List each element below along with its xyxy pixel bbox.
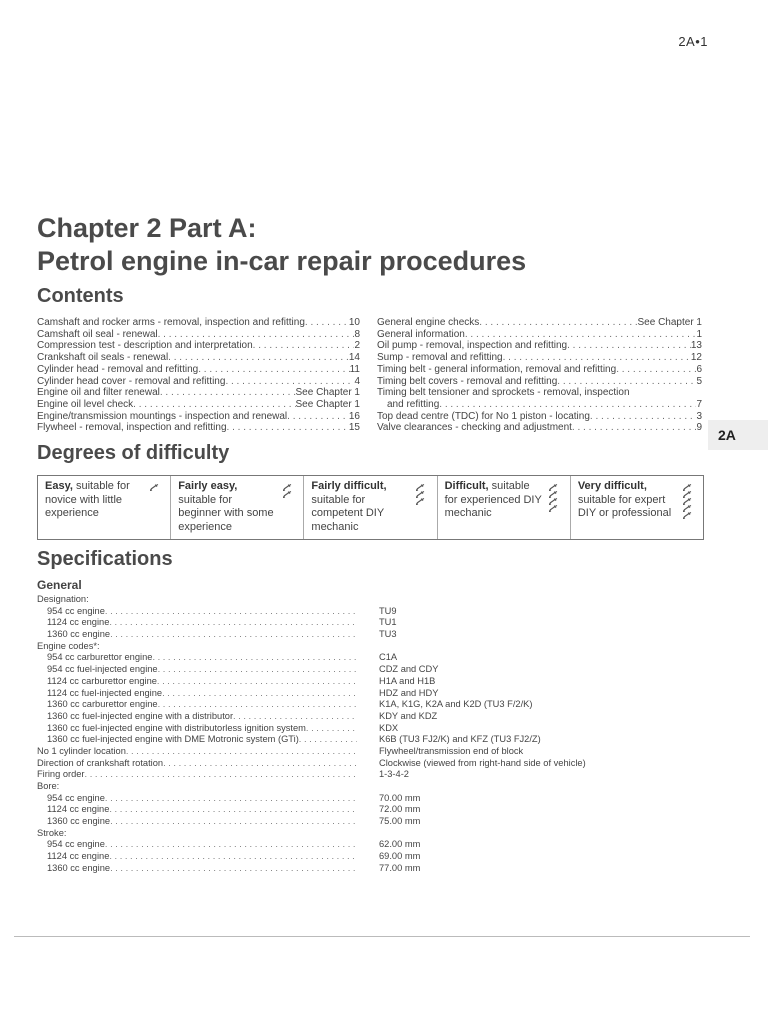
dot-leader <box>503 352 691 364</box>
contents-entry <box>377 376 702 388</box>
dot-leader <box>225 376 354 388</box>
difficulty-level <box>171 476 304 539</box>
contents-entry-page: 13 <box>690 340 702 352</box>
contents-entry-title: Flywheel - removal, inspection and refitting <box>37 422 227 434</box>
contents-entry <box>37 411 360 423</box>
difficulty-description <box>178 480 275 539</box>
contents-entry-title: Valve clearances - checking and adjustment <box>377 422 572 434</box>
contents-entry <box>37 340 360 352</box>
difficulty-detail: suitable for expert DIY or professional <box>577 493 672 519</box>
contents-entry-page: 9 <box>696 422 702 434</box>
spec-label-cell <box>37 758 357 770</box>
spec-label-cell <box>37 734 357 746</box>
contents-entry <box>377 399 702 411</box>
spec-value: TU1 <box>379 617 397 628</box>
difficulty-level <box>38 476 171 539</box>
specifications-heading: Specifications <box>37 548 173 570</box>
spec-label-cell <box>37 804 357 816</box>
chapter-title-line1: Chapter 2 Part A: <box>37 213 257 243</box>
page-number: 2A•1 <box>678 34 708 49</box>
contents-entry <box>377 411 702 423</box>
spec-label-cell <box>37 863 357 875</box>
dot-leader <box>158 329 355 341</box>
difficulty-level <box>571 476 703 539</box>
contents-entry-title: Engine oil and filter renewal <box>37 387 160 399</box>
spec-row <box>37 863 717 875</box>
spec-value: 62.00 mm <box>379 839 421 850</box>
difficulty-heading: Degrees of difficulty <box>37 442 230 464</box>
spec-label-cell <box>37 629 357 641</box>
spec-row <box>37 629 717 641</box>
dot-leader <box>105 793 357 805</box>
spec-label-cell <box>37 699 357 711</box>
spec-label: 954 cc engine <box>47 839 105 850</box>
spec-label-cell <box>37 594 357 606</box>
spec-label: Designation: <box>37 594 89 604</box>
spec-value: 77.00 mm <box>379 862 421 873</box>
contents-entry-page: See Chapter 1 <box>295 398 360 410</box>
difficulty-name: Difficult, <box>444 480 489 492</box>
spec-label: 1360 cc engine <box>47 862 111 873</box>
spanner-rating-icon <box>409 480 433 539</box>
spec-value: 70.00 mm <box>379 792 421 803</box>
dot-leader <box>168 352 349 364</box>
spec-value: TU9 <box>379 605 397 616</box>
spec-label: 954 cc engine <box>47 792 105 803</box>
contents-entry-title: Timing belt - general information, removal and refitting <box>377 363 617 375</box>
spec-row <box>37 606 717 618</box>
difficulty-scale <box>37 475 704 540</box>
spec-value: KDX <box>379 722 399 733</box>
spec-label-cell <box>37 851 357 863</box>
spec-label: Direction of crankshaft rotation <box>37 757 164 768</box>
spec-label: 1360 cc carburettor engine <box>47 699 158 710</box>
contents-entry <box>37 329 360 341</box>
dot-leader <box>299 734 357 746</box>
spec-label: 1360 cc fuel-injected engine with DME Motronic system (GTi) <box>47 734 299 745</box>
contents-heading: Contents <box>37 285 124 307</box>
spec-label-cell <box>37 617 357 629</box>
contents-entry-page: See Chapter 1 <box>295 387 360 399</box>
contents-entry-title: General information <box>377 328 465 340</box>
difficulty-detail: suitable for beginner with some experience <box>178 493 274 533</box>
spec-label: 954 cc carburettor engine <box>47 652 153 663</box>
spec-label-cell <box>37 676 357 688</box>
spec-value: HDZ and HDY <box>379 687 439 698</box>
spec-value: TU3 <box>379 629 397 640</box>
dot-leader <box>126 746 357 758</box>
spec-row <box>37 758 717 770</box>
dot-leader <box>479 317 637 329</box>
spec-row <box>37 641 717 653</box>
spec-row <box>37 746 717 758</box>
difficulty-description <box>311 480 408 539</box>
spec-row <box>37 851 717 863</box>
contents-entry-title: and refitting <box>387 398 440 410</box>
contents-entry-page: 7 <box>696 398 702 410</box>
difficulty-name: Very difficult, <box>577 480 647 492</box>
dot-leader <box>306 723 357 735</box>
dot-leader <box>105 839 357 851</box>
spec-label-cell <box>37 816 357 828</box>
contents-entry <box>377 340 702 352</box>
dot-leader <box>110 816 357 828</box>
spec-label-cell <box>37 793 357 805</box>
spec-value: Clockwise (viewed from right-hand side of vehicle) <box>379 757 586 768</box>
dot-leader <box>616 364 696 376</box>
contents-entry <box>37 387 360 399</box>
spec-value: K1A, K1G, K2A and K2D (TU3 F/2/K) <box>379 699 533 710</box>
spec-row <box>37 617 717 629</box>
spec-label: 954 cc fuel-injected engine <box>47 664 158 675</box>
contents-entry <box>377 317 702 329</box>
difficulty-description <box>578 480 675 539</box>
spec-label-cell <box>37 652 357 664</box>
spec-label: 1360 cc fuel-injected engine with distributorless ignition system <box>47 722 306 733</box>
difficulty-level <box>438 476 571 539</box>
dot-leader <box>133 399 295 411</box>
spec-row <box>37 711 717 723</box>
contents-entry <box>37 422 360 434</box>
dot-leader <box>590 411 697 423</box>
spanner-rating-icon <box>675 480 699 539</box>
dot-leader <box>85 769 357 781</box>
dot-leader <box>110 629 357 641</box>
dot-leader <box>567 340 691 352</box>
difficulty-description <box>45 480 142 539</box>
contents-entry-title: Engine oil level check <box>37 398 134 410</box>
contents-entry-page: 3 <box>696 410 702 422</box>
spanner-rating-icon <box>275 480 299 539</box>
dot-leader <box>160 387 296 399</box>
spec-row <box>37 734 717 746</box>
spec-value: 1-3-4-2 <box>379 769 409 780</box>
general-subheading: General <box>37 578 82 592</box>
spec-label: 1124 cc engine <box>47 617 110 628</box>
spec-value: K6B (TU3 FJ2/K) and KFZ (TU3 FJ2/Z) <box>379 734 541 745</box>
spec-label: Stroke: <box>37 827 67 838</box>
spec-label: 954 cc engine <box>47 605 105 616</box>
contents-entry-page: See Chapter 1 <box>637 317 702 328</box>
contents-entry <box>37 376 360 388</box>
spanner-rating-icon <box>142 480 166 539</box>
contents-entry-title: Timing belt tensioner and sprockets - removal, inspection <box>377 387 630 399</box>
spec-value: KDY and KDZ <box>379 710 438 721</box>
difficulty-name: Easy, <box>45 480 73 492</box>
spec-value: H1A and H1B <box>379 675 436 686</box>
spec-label: 1124 cc engine <box>47 851 110 862</box>
contents-entry <box>37 364 360 376</box>
dot-leader <box>105 606 357 618</box>
contents-entry-title: General engine checks <box>377 317 480 328</box>
spec-label-cell <box>37 664 357 676</box>
contents-entry-title: Cylinder head cover - removal and refitting <box>37 375 226 387</box>
spec-row <box>37 816 717 828</box>
spec-label-cell <box>37 723 357 735</box>
contents-entry-page: 16 <box>348 410 360 422</box>
dot-leader <box>157 676 357 688</box>
spec-label-cell <box>37 839 357 851</box>
spec-label-cell <box>37 606 357 618</box>
chapter-title-line2: Petrol engine in-car repair procedures <box>37 246 527 276</box>
contents-entry-title: Camshaft and rocker arms - removal, inspection and refitting <box>37 317 305 328</box>
spec-row <box>37 793 717 805</box>
dot-leader <box>465 329 697 341</box>
contents-entry-page: 5 <box>696 375 702 387</box>
spec-label-cell <box>37 641 357 653</box>
contents-entry-title: Sump - removal and refitting <box>377 352 503 364</box>
spec-row <box>37 804 717 816</box>
spec-row <box>37 781 717 793</box>
spec-row <box>37 699 717 711</box>
spec-value: CDZ and CDY <box>379 664 439 675</box>
contents-entry-title: Engine/transmission mountings - inspection and renewal <box>37 410 288 422</box>
spec-label: 1124 cc fuel-injected engine <box>47 687 163 698</box>
dot-leader <box>163 758 357 770</box>
spec-label: 1360 cc engine <box>47 629 111 640</box>
dot-leader <box>162 688 357 700</box>
dot-leader <box>158 699 357 711</box>
contents-entry-title: Top dead centre (TDC) for No 1 piston - locating <box>377 410 590 422</box>
spec-row <box>37 723 717 735</box>
contents-entry <box>37 399 360 411</box>
dot-leader <box>233 711 357 723</box>
contents-entry <box>377 329 702 341</box>
spec-value: C1A <box>379 652 398 663</box>
contents-entry-title: Timing belt covers - removal and refitting <box>377 375 558 387</box>
contents-entry <box>377 352 702 364</box>
spec-row <box>37 652 717 664</box>
dot-leader <box>227 422 349 434</box>
dot-leader <box>110 863 357 875</box>
contents-entry <box>377 422 702 434</box>
spec-value: 75.00 mm <box>379 816 421 827</box>
contents-entry-page: 14 <box>348 352 360 364</box>
spec-label: 1124 cc carburettor engine <box>47 675 157 686</box>
contents-entry <box>377 364 702 376</box>
spec-label: Firing order <box>37 769 85 780</box>
contents-entry-page: 6 <box>696 363 702 375</box>
chapter-side-tab: 2A <box>708 420 768 450</box>
spec-label-cell <box>37 688 357 700</box>
contents-left-column <box>37 317 360 434</box>
spec-label-cell <box>37 769 357 781</box>
difficulty-name: Fairly difficult, <box>311 480 387 492</box>
dot-leader <box>305 317 349 329</box>
contents-entry <box>37 352 360 364</box>
spec-value: 72.00 mm <box>379 804 421 815</box>
spec-row <box>37 664 717 676</box>
contents-entry-page: 12 <box>690 352 702 364</box>
dot-leader <box>152 652 357 664</box>
spec-label-cell <box>37 746 357 758</box>
chapter-title <box>37 212 526 278</box>
difficulty-level <box>304 476 437 539</box>
contents-entry-title: Cylinder head - removal and refitting <box>37 363 199 375</box>
contents-entry <box>37 317 360 329</box>
spec-value: Flywheel/transmission end of block <box>379 745 524 756</box>
difficulty-description <box>445 480 542 539</box>
dot-leader <box>109 804 357 816</box>
spec-label: No 1 cylinder location <box>37 745 126 756</box>
footer-rule <box>14 936 750 937</box>
spec-label: Bore: <box>37 781 60 791</box>
contents-entry-page: 15 <box>348 422 360 434</box>
contents-entry-title: Crankshaft oil seals - renewal <box>37 352 169 364</box>
spec-row <box>37 688 717 700</box>
spec-row <box>37 594 717 606</box>
contents-entry-page: 4 <box>354 375 360 387</box>
specifications-table <box>37 594 717 875</box>
spec-row <box>37 676 717 688</box>
contents-entry-page: 8 <box>354 328 360 340</box>
difficulty-detail: suitable for experienced DIY mechanic <box>444 480 542 519</box>
spec-row <box>37 769 717 781</box>
contents-entry-page: 1 <box>696 328 702 340</box>
spec-row <box>37 839 717 851</box>
contents-right-column <box>377 317 702 434</box>
spec-label: Engine codes*: <box>37 640 100 651</box>
spanner-rating-icon <box>542 480 566 539</box>
spec-label-cell <box>37 711 357 723</box>
dot-leader <box>109 617 357 629</box>
dot-leader <box>253 340 355 352</box>
contents-entry-title: Oil pump - removal, inspection and refitting <box>377 340 568 352</box>
contents-entry-title: Camshaft oil seal - renewal <box>37 328 158 340</box>
spec-row <box>37 828 717 840</box>
spec-label: 1360 cc fuel-injected engine with a distributor <box>47 710 234 721</box>
dot-leader <box>158 664 357 676</box>
dot-leader <box>109 851 357 863</box>
difficulty-detail: suitable for novice with little experience <box>45 480 130 519</box>
dot-leader <box>557 376 696 388</box>
difficulty-name: Fairly easy, <box>178 480 238 492</box>
spec-label: 1360 cc engine <box>47 816 111 827</box>
difficulty-detail: suitable for competent DIY mechanic <box>311 493 384 533</box>
contents-entry <box>377 387 702 399</box>
dot-leader <box>198 364 349 376</box>
dot-leader <box>439 399 696 411</box>
spec-label: 1124 cc engine <box>47 804 110 815</box>
contents-entry-page: 11 <box>349 363 360 375</box>
spec-value: 69.00 mm <box>379 851 421 862</box>
contents-entry-page: 10 <box>348 317 360 328</box>
dot-leader <box>287 411 349 423</box>
dot-leader <box>572 422 697 434</box>
spec-label-cell <box>37 781 357 793</box>
spec-label-cell <box>37 828 357 840</box>
contents-entry-page: 2 <box>354 340 360 352</box>
contents-entry-title: Compression test - description and interpretation <box>37 340 253 352</box>
